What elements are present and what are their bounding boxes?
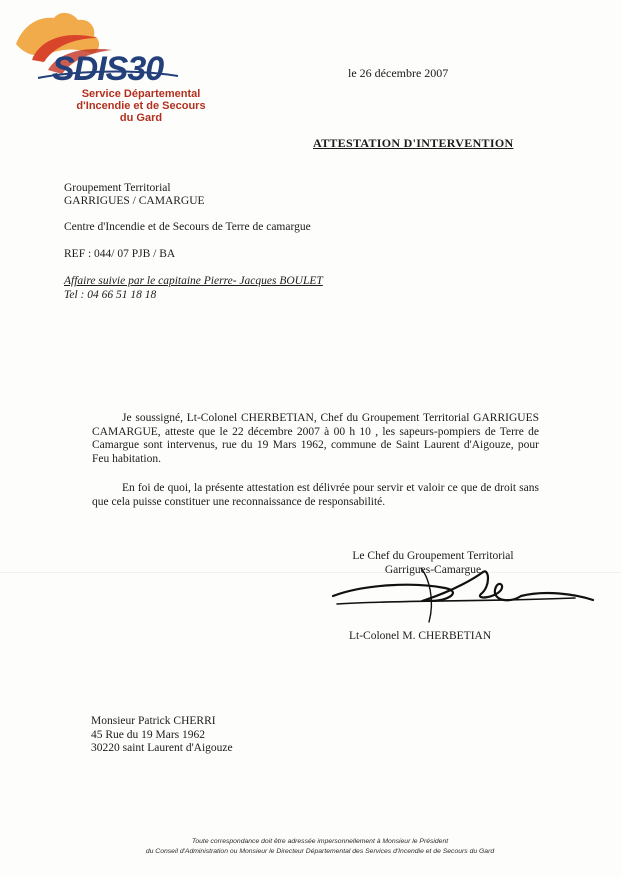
logo-subtitle-line: d'Incendie et de Secours — [76, 100, 206, 112]
document-date: le 26 décembre 2007 — [348, 66, 449, 80]
groupement-name: GARRIGUES / CAMARGUE — [64, 195, 205, 207]
affaire-suivie: Affaire suivie par le capitaine Pierre- Jacques BOULET — [64, 275, 323, 287]
footer-line: Toute correspondance doit être adressée impersonnellement à Monsieur le Président — [191, 838, 449, 845]
centre-name: Centre d'Incendie et de Secours de Terre de camargue — [64, 221, 311, 233]
logo-subtitle — [66, 88, 216, 124]
address-line: 30220 saint Laurent d'Aigouze — [91, 742, 233, 754]
sdis-logo — [8, 8, 208, 128]
logo-subtitle-line: du Gard — [119, 112, 163, 124]
body-paragraph-attestation: Je soussigné, Lt-Colonel CHERBETIAN, Chef du Groupement Territorial GARRIGUES CAMARGUE, atteste que le 22 décembre 2007 à 00 h 10 , les sapeurs-pompiers de Terre de Camargue sont intervenus, rue du 19 Mars 1962, commune de Saint Laurent d'Aigouze, pour Feu habitation. — [92, 412, 539, 465]
address-line: 45 Rue du 19 Mars 1962 — [91, 728, 206, 741]
footer-line: du Conseil d'Administration ou Monsieur le Directeur Départemental des Services d'Incendie et de Secours du Gard — [145, 848, 495, 855]
logo-wordmark: SDIS30 — [52, 50, 164, 88]
reference-number: REF : 044/ 07 PJB / BA — [64, 248, 176, 260]
footer-notice — [100, 837, 540, 857]
signatory-name: Lt-Colonel M. CHERBETIAN — [349, 630, 492, 642]
document-title: ATTESTATION D'INTERVENTION — [313, 136, 514, 150]
groupement-label: Groupement Territorial — [64, 182, 171, 194]
telephone-number: Tel : 04 66 51 18 18 — [64, 289, 157, 301]
signatory-title-line: Garrigues-Camargue — [384, 563, 482, 576]
signatory-title-line: Le Chef du Groupement Territorial — [352, 550, 514, 562]
recipient-address — [91, 715, 233, 756]
handwritten-signature-icon — [325, 560, 595, 630]
address-line: Monsieur Patrick CHERRI — [91, 715, 216, 727]
body-paragraph-conclusion: En foi de quoi, la présente attestation est délivrée pour servir et valoir ce que de droit sans que cela puisse constituer une reconnaissance de responsabilité. — [92, 482, 539, 508]
logo-subtitle-line: Service Départemental — [81, 88, 201, 100]
